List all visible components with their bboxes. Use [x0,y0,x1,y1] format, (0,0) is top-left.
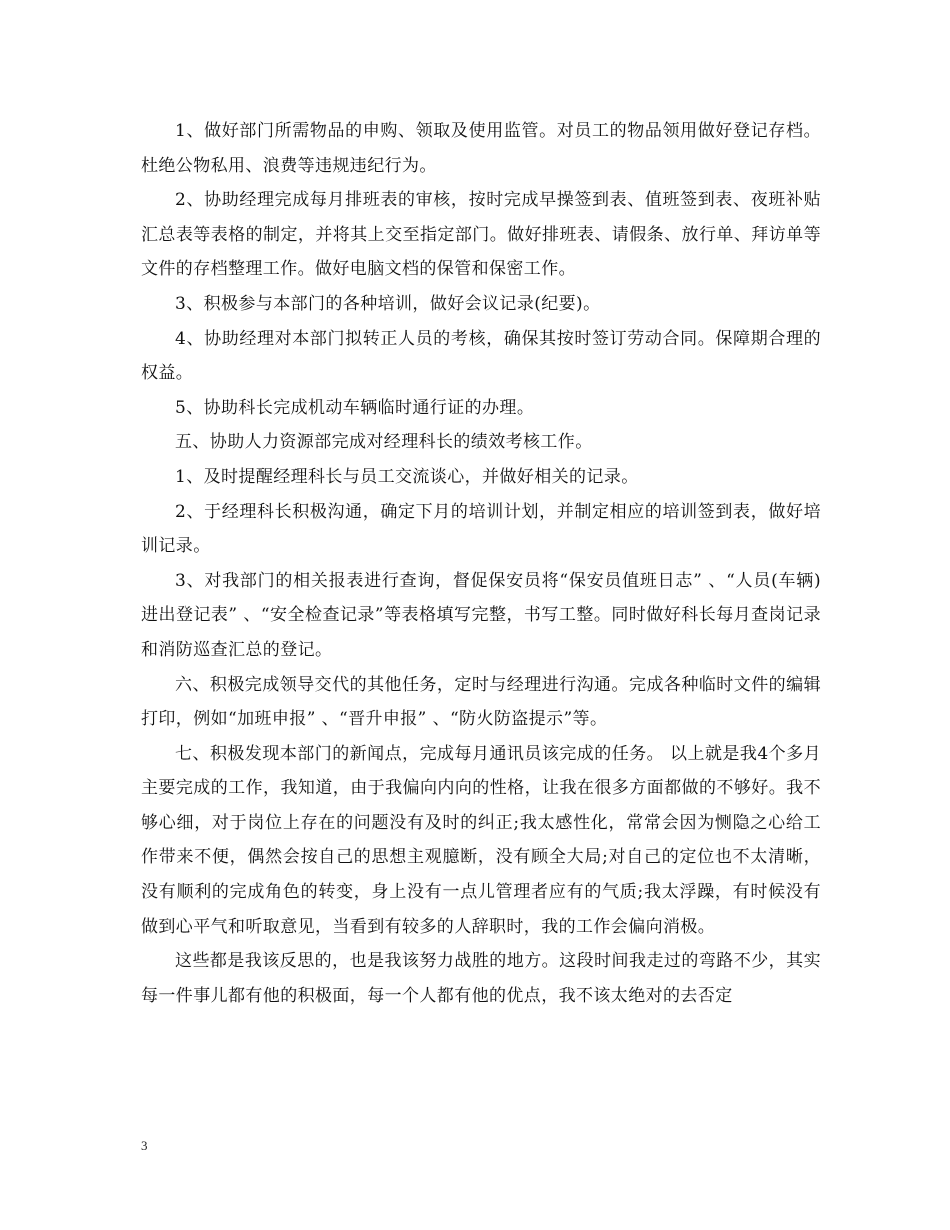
document-body [141,114,821,1013]
section-heading-5-performance: 五、协助人力资源部完成对经理科长的绩效考核工作。 [175,432,593,453]
paragraph-item-5-vehicle-pass: 5、协助科长完成机动车辆临时通行证的办理。 [175,397,535,418]
paragraph-item-2-scheduling: 2、协助经理完成每月排班表的审核，按时完成早操签到表、值班签到表、夜班补贴汇总表等表格的制定，并将其上交至指定部门。做好排班表、请假条、放行单、拜访单等文件的存档整理工作。做好电脑文档的保管和保密工作。 [141,190,821,280]
paragraph-item-1-communication: 1、及时提醒经理科长与员工交流谈心，并做好相关的记录。 [175,466,639,487]
section-heading-6-leadership-tasks: 六、积极完成领导交代的其他任务，定时与经理进行沟通。完成各种临时文件的编辑打印，例如“加班申报” 、“晋升申报” 、“防火防盗提示”等。 [141,674,821,730]
paragraph-item-1-procurement: 1、做好部门所需物品的申购、领取及使用监管。对员工的物品领用做好登记存档。杜绝公物私用、浪费等违规违纪行为。 [141,121,821,176]
page-number: 3 [141,1138,148,1153]
paragraph-item-4-assessment: 4、协助经理对本部门拟转正人员的考核，确保其按时签订劳动合同。保障期合理的权益。 [141,328,821,384]
section-heading-7-news-reflection: 七、积极发现本部门的新闻点，完成每月通讯员该完成的任务。 以上就是我4个多月主要完成的工作，我知道，由于我偏向内向的性格，让我在很多方面都做的不够好。我不够心细，对于岗位上存在的问题没有及时的纠正;我太感性化，常常会因为恻隐之心给工作带来不便，偶然会按自己的思想主观臆断，没有顾全大局;对自己的定位也不太清晰，没有顺利的完成角色的转变，身上没有一点儿管理者应有的气质;我太浮躁，有时候没有做到心平气和听取意见，当看到有较多的人辞职时，我的工作会偏向消极。 [141,743,821,937]
paragraph-item-3-training: 3、积极参与本部门的各种培训，做好会议记录(纪要)。 [175,293,601,314]
paragraph-reflection: 这些都是我该反思的，也是我该努力战胜的地方。这段时间我走过的弯路不少，其实每一件事儿都有他的积极面，每一个人都有他的优点，我不该太绝对的去否定 [141,951,821,1006]
paragraph-item-3-reports: 3、对我部门的相关报表进行查询，督促保安员将“保安员值班日志” 、“人员(车辆)进出登记表” 、“安全检查记录”等表格填写完整，书写工整。同时做好科长每月查岗记录和消防巡查汇总的登记。 [141,570,821,660]
paragraph-item-2-training-plan: 2、于经理科长积极沟通，确定下月的培训计划，并制定相应的培训签到表，做好培训记录。 [141,501,821,557]
